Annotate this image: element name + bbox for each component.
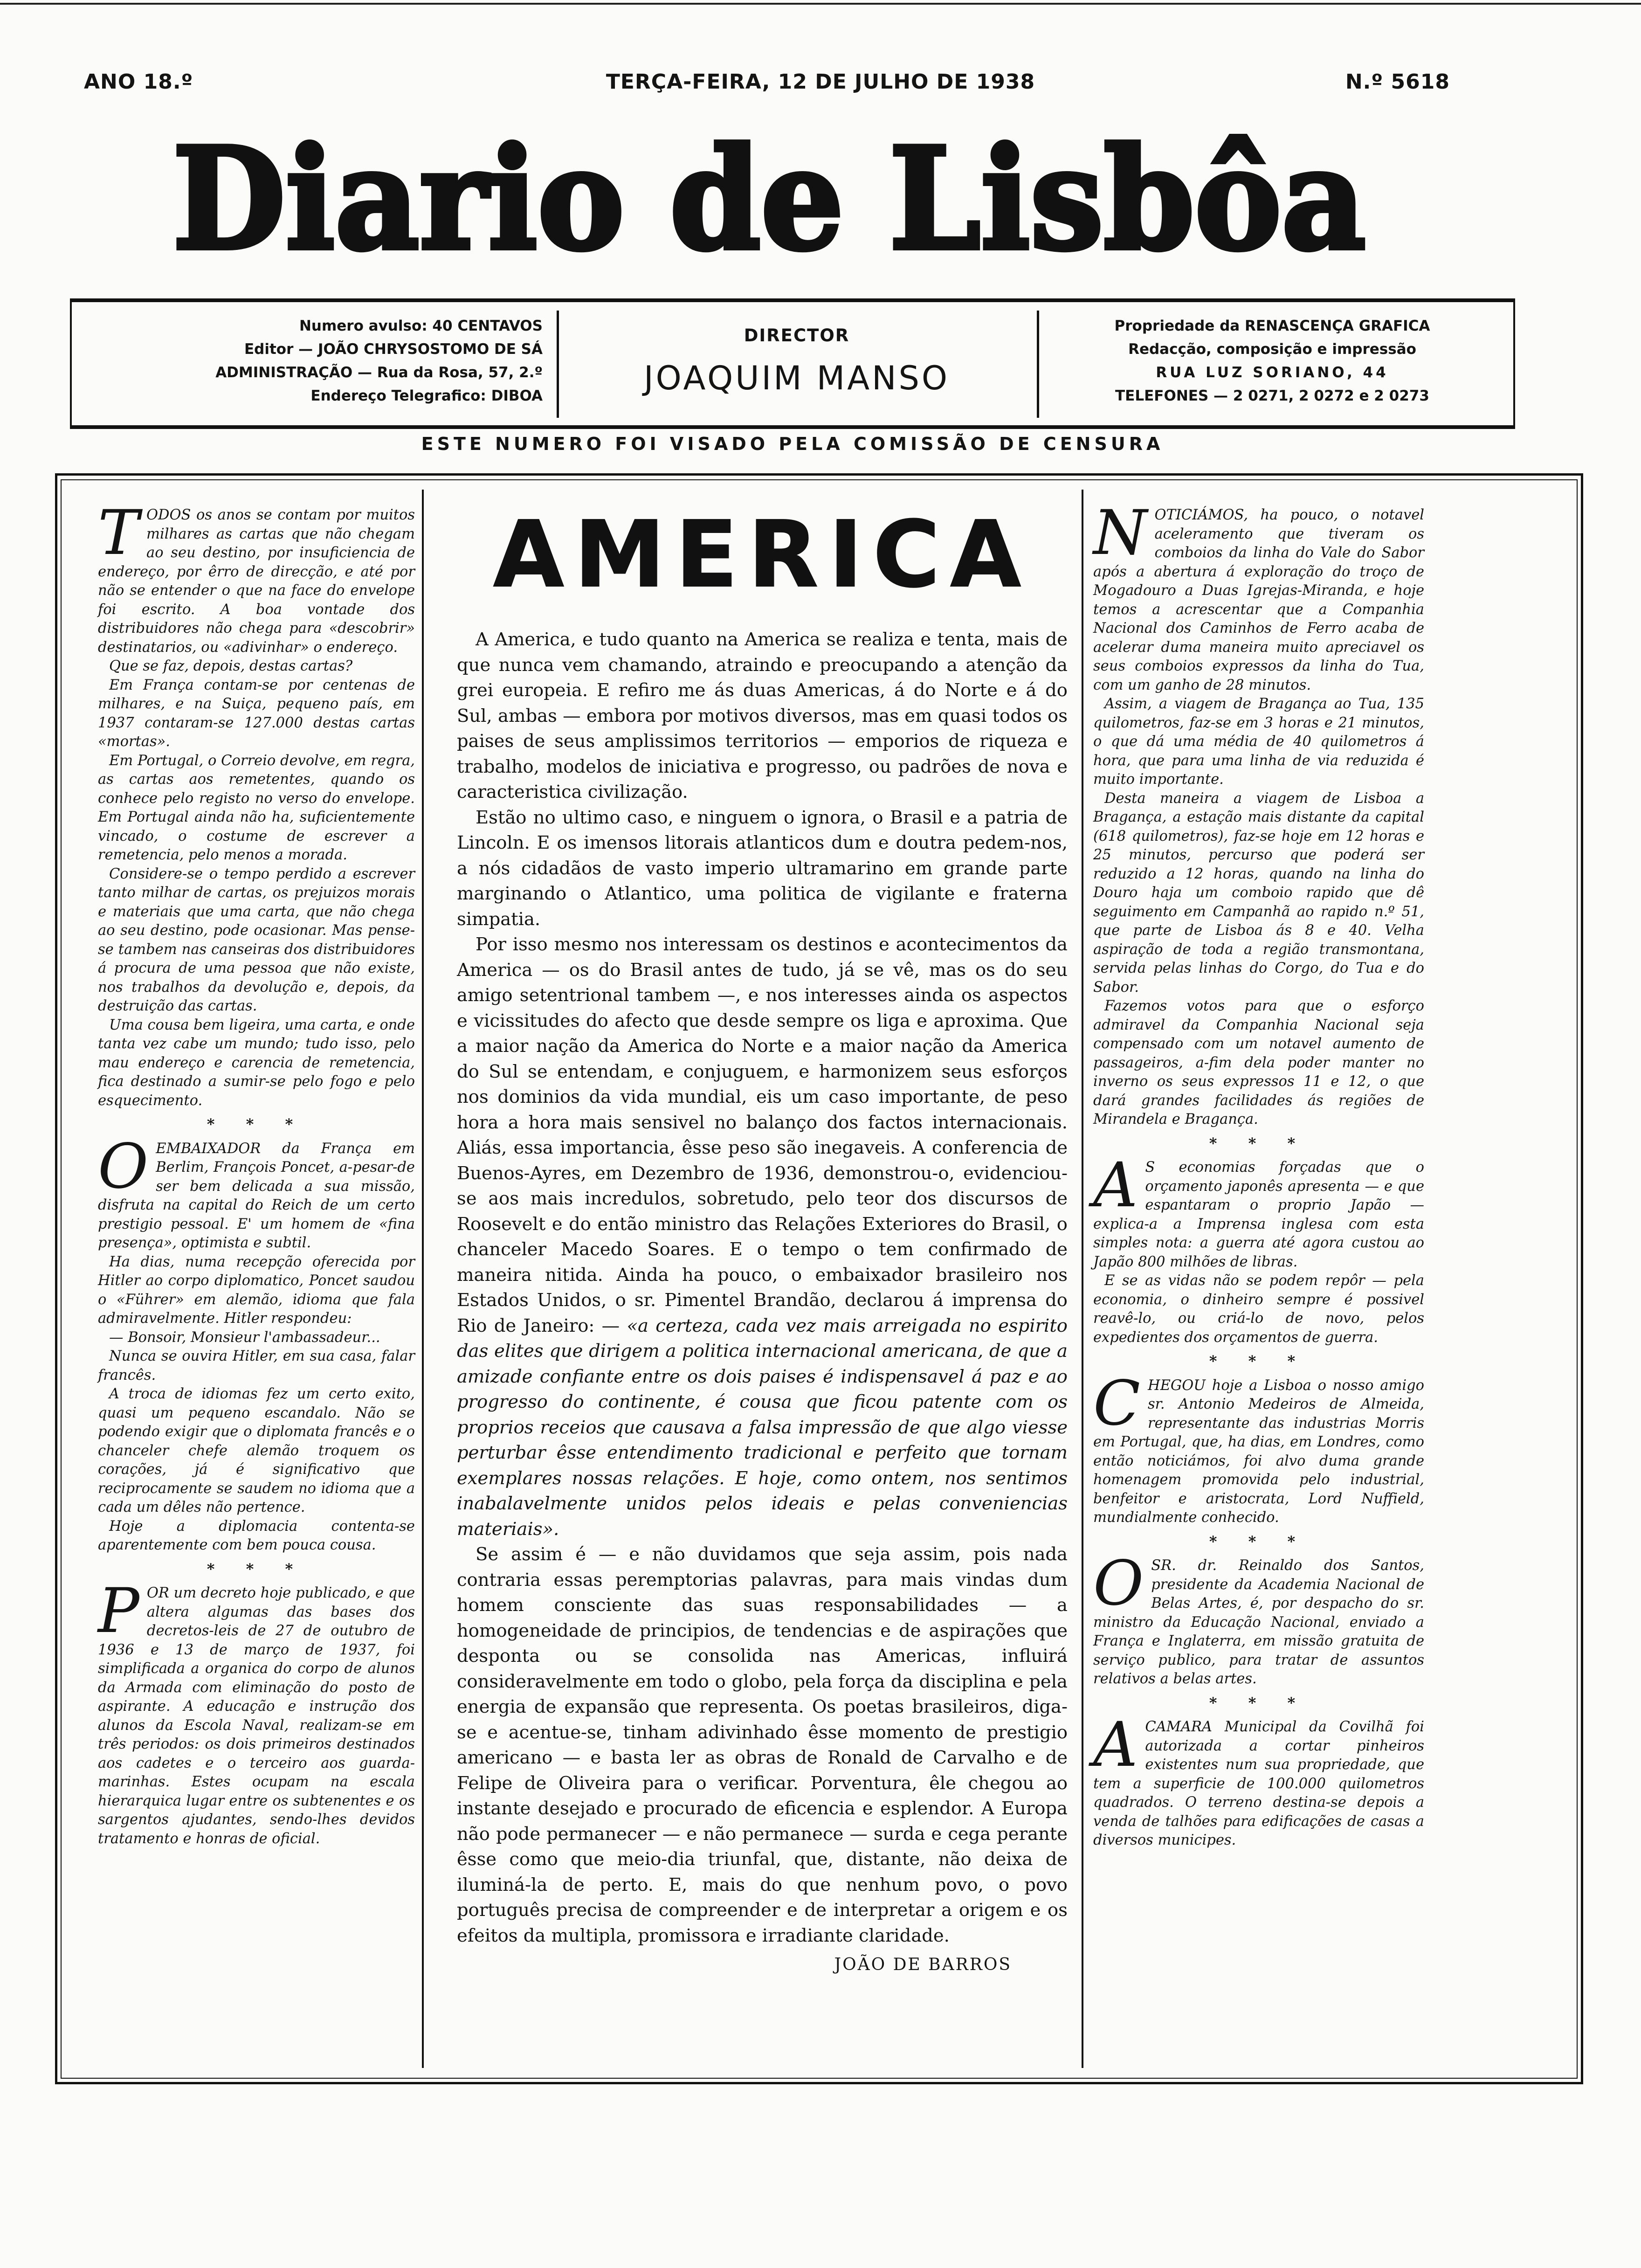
top-rule (0, 3, 1641, 5)
paragraph: ODOS os anos se contam por muitos milhares as cartas que não chegam ao seu destino, por insuficiencia de endereço, por êrro de direcção, e até por não se entender o que na face do envelope foi escrito. A boa vontade dos distribuidores não chega para «descobrir» destinatarios, ou «adivinhar» o endereço. (98, 507, 415, 656)
section-separator: * * * (207, 1115, 306, 1133)
column-rule-right (1082, 490, 1083, 2068)
drop-cap: O (1093, 1548, 1144, 1619)
issue-year: ANO 18.º (84, 70, 193, 94)
left-column (98, 497, 415, 1848)
article-paragraph: Estão no ultimo caso, e ninguem o ignora, o Brasil e a patria de Lincoln. E os imensos litorais atlanticos dum e doutra pedem-nos, a nós cidadãos de vasto imperio ultramarino em grande parte marginando o Atlantico, uma politica de vigilante e fraterna simpatia. (457, 807, 1068, 930)
info-right (1051, 314, 1494, 408)
drop-cap: N (1093, 497, 1147, 569)
section-separator: * * * (1209, 1532, 1309, 1550)
article-title: AMERICA (493, 502, 1031, 608)
news-item-academy (1093, 1548, 1424, 1689)
info-divider-right (1037, 311, 1039, 418)
issue-number: N.º 5618 (1345, 70, 1450, 94)
info-divider-left (557, 311, 559, 418)
info-phones: TELEFONES — 2 0271, 2 0272 e 2 0273 (1115, 387, 1429, 404)
paragraph: Considere-se o tempo perdido a escrever tanto milhar de cartas, os prejuizos morais e materiais que uma carta, que não chega ao seu destino, pode ocasionar. Mas pense-se tambem nas canseiras dos distribuidores á procura de uma pessoa que não existe, nos trabalhos da devolução e, depois, da destruição das cartas. (98, 865, 415, 1014)
info-left (114, 314, 543, 408)
paragraph: Hoje a diplomacia contenta-se aparentemente com bem pouca cousa. (98, 1518, 415, 1553)
director-name: JOAQUIM MANSO (644, 359, 950, 397)
article-signature: JOÃO DE BARROS (834, 1955, 1012, 1974)
paragraph: OTICIÁMOS, ha pouco, o notavel aceleramento que tiveram os comboios da linha do Vale do Sabor após a abertura á exploração do troço de Mogadouro a Duas Igrejas-Miranda, e hoje temos a acrescentar que a Companhia Nacional dos Caminhos de Ferro acaba de acelerar duma maneira muito apreciavel os seus comboios expressos da linha do Tua, com um ganho de 28 minutos. (1093, 507, 1424, 693)
article-paragraph (457, 932, 1068, 1542)
news-item-ambassador (98, 1130, 415, 1555)
info-administration: ADMINISTRAÇÃO — Rua da Rosa, 57, 2.º (215, 364, 543, 381)
info-box (70, 298, 1515, 429)
paragraph: HEGOU hoje a Lisboa o nosso amigo sr. Antonio Medeiros de Almeida, representante das industrias Morris em Portugal, que, ha dias, em Londres, como então noticiámos, foi alvo duma grande homenagem promovida pelo industrial, benfeitor e aristocrata, Lord Nuffield, mundialmente conhecido. (1093, 1377, 1424, 1526)
paragraph: Que se faz, depois, destas cartas? (109, 658, 353, 674)
paragraph: EMBAIXADOR da França em Berlim, François Poncet, a-pesar-de ser bem delicada a sua missão, disfruta na capital do Reich de um certo prestigio pessoal. E' um homem de «fina presença», optimista e subtil. (98, 1140, 415, 1251)
news-item-japan (1093, 1149, 1424, 1347)
paragraph: CAMARA Municipal da Covilhã foi autorizada a cortar pinheiros existentes num sua propriedade, que tem a superficie de 100.000 quilometros quadrados. O terreno destina-se depois a venda de talhões para edificações de casas a diversos municipes. (1093, 1719, 1424, 1848)
paragraph: A troca de idiomas fez um certo exito, quasi um pequeno escandalo. Não se podendo exigir que o diplomata francês e o chanceler chefe alemão troquem os corações, já é significativo que reciprocamente se saudem no idioma que a cada um dêles não pertence. (98, 1386, 415, 1515)
paragraph: Em França contam-se por centenas de milhares, e na Suiça, pequeno país, em 1937 contaram-se 127.000 destas cartas «mortas». (98, 677, 415, 750)
drop-cap: P (98, 1575, 139, 1647)
drop-cap: O (98, 1130, 149, 1203)
paragraph: Assim, a viagem de Bragança ao Tua, 135 quilometros, faz-se em 3 horas e 21 minutos, o que dá uma média de 40 quilometros á hora, que para uma linha de via reduzida é muito importante. (1093, 696, 1424, 788)
section-separator: * * * (207, 1560, 306, 1578)
paragraph: — Bonsoir, Monsieur l'ambassadeur... (109, 1329, 380, 1346)
masthead-text: Diario de Lisbôa (172, 122, 1366, 276)
drop-cap: T (98, 497, 139, 569)
drop-cap: C (1093, 1367, 1140, 1439)
info-owner: Propriedade da RENASCENÇA GRAFICA (1114, 318, 1430, 334)
masthead-title (159, 122, 1380, 276)
article-quote: «a certeza, cada vez mais arreigada no espirito das elites que dirigem a politica internacional americana, de que a amizade confiante entre os dois paises é indispensavel á paz e ao progresso do continente, é cousa que ficou patente com os proprios receios que causava a falsa impressão de que algo viesse perturbar êsse entendimento tradicional e perfeito que tornam exemplares nossas relações. E hoje, como ontem, nos sentimos inabalavelmente unidos pelos ideais e pelas conveniencias materiais». (457, 1315, 1068, 1540)
info-printing: Redacção, composição e impressão (1128, 341, 1416, 358)
info-address: RUA LUZ SORIANO, 44 (1156, 364, 1389, 381)
director-label: DIRECTOR (744, 325, 850, 346)
section-separator: * * * (1209, 1352, 1309, 1370)
paragraph: Uma cousa bem ligeira, uma carta, e onde tanta vez cabe um mundo; tudo isso, pelo mau endereço e carencia de remetencia, fica destinado a sumir-se pelo fogo e pelo esquecimento. (98, 1016, 415, 1109)
news-item-arrival (1093, 1367, 1424, 1528)
news-item-covilha (1093, 1709, 1424, 1850)
paragraph: Em Portugal, o Correio devolve, em regra, as cartas aos remetentes, quando os conhece pelo registo no verso do envelope. Em Portugal ainda não ha, suficientemente vincado, o costume de escrever a remetencia, pelo menos a morada. (98, 752, 415, 863)
drop-cap: A (1093, 1149, 1138, 1221)
article-paragraph: Se assim é — e não duvidamos que seja assim, pois nada contraria essas peremptorias palavras, para mais vindas dum homem consciente das suas responsabilidades — a homogeneidade de principios, de tendencias e de aspirações que desponta ou se consolida nas Americas, influirá consideravelmente em todo o globo, pela força da disciplina e pela energia de expansão que representa. Os poetas brasileiros, diga-se e acentue-se, tinham adivinhado êsse momento de prestigio americano — e basta ler as obras de Ronald de Carvalho e de Felipe de Oliveira para o verificar. Porventura, êle chegou ao instante desejado e procurado de eficencia e esplendor. A Europa não pode permanecer — e não permanece — surda e cega perante êsse como que meio-dia triunfal, que, distante, não deixa de iluminá-la de perto. E, mais do que nenhum povo, o povo português precisa de compreender e de interpretar a origem e os efeitos da multipla, promissora e irradiante claridade. (457, 1544, 1068, 1946)
paragraph: Nunca se ouvira Hitler, em sua casa, falar francês. (98, 1348, 415, 1383)
news-item-navy (98, 1575, 415, 1848)
drop-cap: A (1093, 1709, 1138, 1781)
news-item-letters (98, 497, 415, 1110)
paragraph: Ha dias, numa recepção oferecida por Hitler ao corpo diplomatico, Poncet saudou o «Führer» em alemão, idioma que fala admiravelmente. Hitler respondeu: (98, 1253, 415, 1327)
article-text: Por isso mesmo nos interessam os destinos e acontecimentos da America — os do Brasil antes de tudo, já se vê, mas os do seu amigo setentrional tambem —, e nos interesses ainda os aspectos e vicissitudes do afecto que desde sempre os liga e aproxima. Que a maior nação da America do Norte e a maior nação da America do Sul se entendam, e conjuguem, e harmonizem seus esforços nos dominios da vida mundial, eis um caso importante, de peso hora a hora mais sensivel no balanço dos factos internacionais. Aliás, essa importancia, êsse peso são inegaveis. A conferencia de Buenos-Ayres, em Dezembro de 1936, demonstrou-o, evidenciou-se aos mais incredulos, sobretudo, pelo teor dos discursos de Roosevelt e do então ministro das Relações Exteriores do Brasil, o chanceler Macedo Soares. E o tempo o tem confirmado de maneira nitida. Ainda ha pouco, o embaixador brasileiro nos Estados Unidos, o sr. Pimentel Brandão, declarou á imprensa do Rio de Janeiro: — (457, 934, 1068, 1336)
main-article (457, 502, 1068, 1978)
news-item-trains (1093, 497, 1424, 1129)
paragraph: Fazemos votos para que o esforço admiravel da Companhia Nacional seja compensado com um notavel aumento de passageiros, a-fim dela poder manter no inverno os seus expressos 11 e 12, o que dará grandes facilidades ás regiões de Mirandela e Bragança. (1093, 998, 1424, 1127)
paragraph: Desta maneira a viagem de Lisboa a Bragança, a estação mais distante da capital (618 quilometros), faz-se hoje em 12 horas e 25 minutos, percurso que poderá ser reduzido a 12 horas, quando na linha do Douro haja um comboio rapido que dê seguimento em Campanhã ao rapido n.º 51, que parte de Lisboa ás 8 e 40. Velha aspiração de toda a região transmontana, servida pelas linhas do Corgo, do Tua e do Sabor. (1093, 790, 1424, 996)
column-rule-left (422, 490, 424, 2068)
paragraph: OR um decreto hoje publicado, e que altera algumas das bases dos decretos-leis de 27 de outubro de 1936 e 13 de março de 1937, foi simplificada a organica do corpo de alunos da Armada com eliminação do posto de aspirante. A educação e instrução dos alunos da Escola Naval, realizam-se em três periodos: os dois primeiros destinados aos cadetes e o terceiro aos guarda-marinhas. Estes ocupam na escala hierarquica lugar entre os subtenentes e os sargentos ajudantes, sendo-lhes devidos tratamento e honras de oficial. (98, 1585, 415, 1847)
paragraph: E se as vidas não se podem repôr — pela economia, o dinheiro sempre é possivel reavê-lo, ou criá-lo de novo, pelos expedientes dos orçamentos de guerra. (1093, 1272, 1424, 1346)
article-paragraph: A America, e tudo quanto na America se realiza e tenta, mais de que nunca vem chamando, atraindo e preocupando a atenção da grei europeia. E refiro me ás duas Americas, á do Norte e á do Sul, ambas — embora por motivos diversos, mas em quasi todos os paises de seus amplissimos territorios — emporios de riqueza e trabalho, modelos de iniciativa e progresso, ou padrões de nova e caracteristica civilização. (457, 629, 1068, 802)
info-telegraph: Endereço Telegrafico: DIBOA (310, 387, 543, 404)
issue-date: TERÇA-FEIRA, 12 DE JULHO DE 1938 (606, 70, 1035, 94)
paragraph: S economias forçadas que o orçamento japonês apresenta — e que espantaram o proprio Japão — explica-a a Imprensa inglesa com esta simples nota: a guerra até agora custou ao Japão 800 milhões de libras. (1093, 1159, 1424, 1270)
section-separator: * * * (1209, 1134, 1309, 1152)
section-separator: * * * (1209, 1694, 1309, 1712)
right-column (1093, 497, 1424, 1850)
paragraph: SR. dr. Reinaldo dos Santos, presidente da Academia Nacional de Belas Artes, é, por despacho do sr. ministro da Educação Nacional, enviado a França e Inglaterra, em missão gratuita de serviço publico, para tratar de assuntos relativos a belas artes. (1093, 1557, 1424, 1687)
info-price: Numero avulso: 40 CENTAVOS (299, 318, 543, 334)
censorship-notice: ESTE NUMERO FOI VISADO PELA COMISSÃO DE CENSURA (421, 434, 1164, 454)
info-editor: Editor — JOÃO CHRYSOSTOMO DE SÁ (244, 341, 543, 358)
